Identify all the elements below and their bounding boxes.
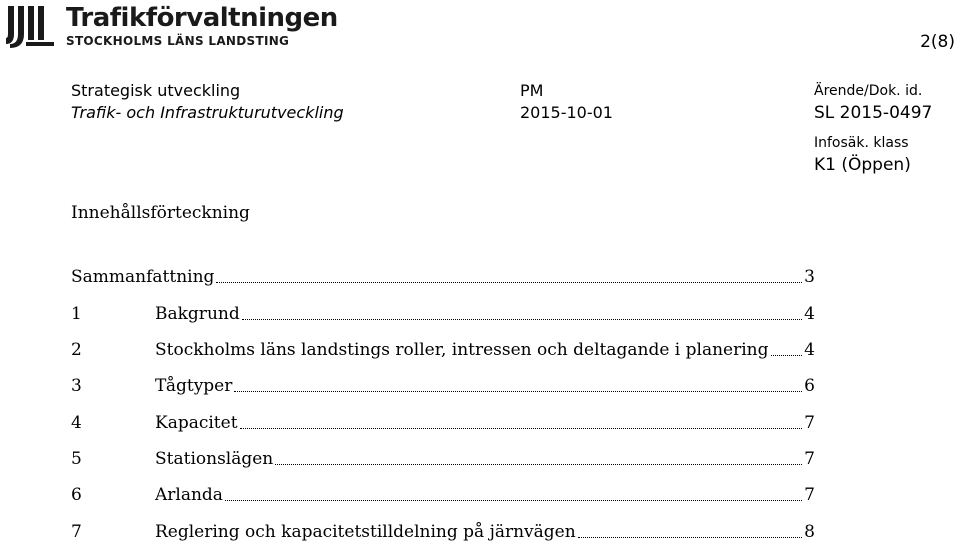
toc-entry-number: 1 bbox=[71, 304, 82, 324]
toc-entry-label: Stationslägen bbox=[155, 449, 274, 469]
toc-entry-number: 4 bbox=[71, 413, 82, 433]
toc-entry-label: Stockholms läns landstings roller, intressen och deltagande i planering bbox=[155, 340, 769, 360]
toc-entry-label: Tågtyper bbox=[155, 376, 233, 396]
toc-leader bbox=[240, 427, 803, 429]
logo-mark-icon bbox=[4, 4, 56, 50]
toc-leader bbox=[225, 499, 802, 501]
toc-entry-number: 7 bbox=[71, 522, 82, 542]
case-label: Ärende/Dok. id. bbox=[814, 83, 923, 99]
toc-entry-stationslagen[interactable] bbox=[71, 446, 815, 472]
case-value: SL 2015-0497 bbox=[814, 103, 933, 123]
toc-entry-page: 4 bbox=[804, 304, 815, 324]
toc-entry-arlanda[interactable] bbox=[71, 482, 815, 508]
toc-entry-label: Kapacitet bbox=[155, 413, 238, 433]
toc-entry-label: Bakgrund bbox=[155, 304, 240, 324]
toc-leader bbox=[216, 281, 802, 283]
toc-entry-page: 3 bbox=[804, 267, 815, 287]
meta-department-block bbox=[71, 80, 344, 124]
toc-leader bbox=[242, 318, 802, 320]
toc-entry-page: 7 bbox=[804, 413, 815, 433]
unit: Trafik- och Infrastrukturutveckling bbox=[71, 103, 344, 122]
toc-entry-number: 3 bbox=[71, 376, 82, 396]
toc-entry-label: Arlanda bbox=[155, 485, 223, 505]
doc-type: PM bbox=[520, 81, 544, 100]
logo-subtitle: STOCKHOLMS LÄNS LANDSTING bbox=[66, 34, 290, 48]
toc-entry-number: 6 bbox=[71, 485, 82, 505]
toc-entry-kapacitet[interactable] bbox=[71, 410, 815, 436]
toc-leader bbox=[234, 390, 802, 392]
toc-entry-tagtyper[interactable] bbox=[71, 373, 815, 399]
toc-leader bbox=[578, 536, 802, 538]
toc-leader bbox=[275, 463, 802, 465]
toc-entry-label: Reglering och kapacitetstilldelning på järnvägen bbox=[155, 522, 576, 542]
toc-entry-page: 6 bbox=[804, 376, 815, 396]
toc-entry-number: 2 bbox=[71, 340, 82, 360]
toc-entry-reglering[interactable] bbox=[71, 519, 815, 545]
meta-class-block bbox=[814, 132, 911, 176]
organization-logo bbox=[4, 4, 338, 50]
doc-date: 2015-10-01 bbox=[520, 103, 613, 122]
logo-name: Trafikförvaltningen bbox=[66, 3, 338, 33]
toc-entry-number: 5 bbox=[71, 449, 82, 469]
toc-entry-bakgrund[interactable] bbox=[71, 301, 815, 327]
toc-entry-roller[interactable] bbox=[71, 337, 815, 363]
toc-entry-page: 7 bbox=[804, 449, 815, 469]
meta-doc-block bbox=[520, 80, 613, 124]
toc-title: Innehållsförteckning bbox=[71, 203, 250, 223]
logo-text bbox=[66, 4, 338, 48]
toc-entry-page: 8 bbox=[804, 522, 815, 542]
toc-entry-page: 4 bbox=[804, 340, 815, 360]
toc-leader bbox=[771, 354, 803, 356]
class-value: K1 (Öppen) bbox=[814, 155, 911, 175]
toc-entry-page: 7 bbox=[804, 485, 815, 505]
toc-entry-sammanfattning[interactable] bbox=[71, 264, 815, 290]
toc-entry-label: Sammanfattning bbox=[71, 267, 215, 287]
meta-case-block bbox=[814, 80, 932, 124]
class-label: Infosäk. klass bbox=[814, 135, 909, 151]
page-number: 2(8) bbox=[920, 32, 955, 52]
department: Strategisk utveckling bbox=[71, 81, 241, 100]
